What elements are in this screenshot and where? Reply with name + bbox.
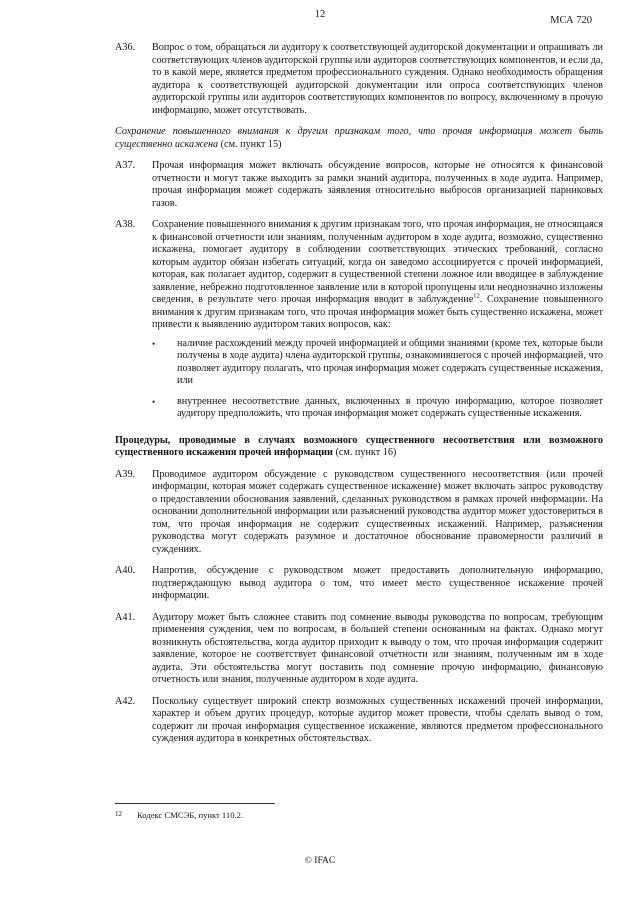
paragraph-number: A39. [115, 468, 136, 480]
footnote [115, 810, 243, 820]
section-heading-procedures [115, 435, 603, 460]
paragraph-number: A40. [115, 565, 136, 576]
paragraph-number: A37. [115, 160, 136, 171]
paragraph-number: A38. [115, 219, 136, 230]
paragraph-a39 [115, 469, 603, 557]
document-code: МСА 720 [550, 15, 592, 26]
paragraph-number: A36. [115, 42, 136, 53]
bullet-list [115, 338, 603, 421]
page-number: 12 [314, 9, 326, 20]
paragraph-a37 [115, 160, 603, 210]
paragraph-a40 [115, 565, 603, 603]
section-heading-reference: (см. пункт 16) [332, 447, 397, 458]
paragraph-text: Прочая информация может включать обсуждение вопросов, которые не относятся к финансовой отчетности и могут также выходить за рамки знаний аудитора, полученных в ходе аудита. Например, прочая информация может содержать заявления относительно выбросов организацией парниковых газов. [152, 160, 603, 209]
footnote-number: 12 [115, 810, 122, 818]
footnote-text: Кодекс СМСЭБ, пункт 110.2. [137, 810, 244, 820]
paragraph-a42 [115, 696, 603, 746]
paragraph-text: Вопрос о том, обращаться ли аудитору к соответствующей аудиторской документации и опрашивать ли соответствующих членов аудиторской группы или аудиторов соответствующих компонентов, и если да, то в какой мере, является предметом профессионального суждения. Однако необходимость обращения аудитора к соответствующей аудиторской документации или опроса соответствующих членов аудиторской группы или аудиторов соответствующих компонентов по вопросу, включенному в прочую информацию, может отсутствовать. [152, 42, 603, 116]
paragraph-text: Сохранение повышенного внимания к другим признакам того, что прочая информация, не относящаяся к финансовой отчетности или знаниям, полученным аудитором в ходе аудита, возможно, существенно искажена, помогает аудитору в соблюдении соответствующих этических требований, согласно которым аудитор обязан избегать ситуаций, когда он заведомо ассоциируется с прочей информацией, которая, как полагает аудитор, содержит в существенной степени ложное или вводящее в заблуждение заявление, небрежно подготовленное заявление или в которой пропущены или неоднозначно изложены сведения, в результате чего прочая информация вводит в заблуждение [152, 219, 604, 305]
paragraph-text: Напротив, обсуждение с руководством может предоставить дополнительную информацию, подтверждающую вывод аудитора о том, что имеет место существенное искажение прочей информации. [152, 565, 603, 601]
paragraph-a38 [115, 219, 603, 332]
subheading-text: Сохранение повышенного внимания к другим признакам того, что прочая информация может быть существенно искажена [115, 126, 603, 150]
list-item-text: наличие расхождений между прочей информацией и общими знаниями (кроме тех, которые были получены в ходе аудита) члена аудиторской группы, ознакомившегося с прочей информацией, что позволяет аудитору полагать, что прочая информация может содержать существенные искажения, или [177, 337, 604, 386]
paragraph-text: Поскольку существует широкий спектр возможных существенных искажений прочей информации, характер и объем других процедур, которые аудитор может провести, чтобы сделать вывод о том, содержит ли прочая информация существенное искажение, являются предметом профессионального суждения аудитора в конкретных обстоятельствах. [152, 695, 603, 744]
paragraph-number: A41. [115, 611, 136, 623]
paragraph-a41 [115, 612, 603, 687]
page-content [115, 42, 603, 755]
paragraph-text: Аудитору может быть сложнее ставить под сомнение выводы руководства по вопросам, требующим применения суждения, чем по вопросам, в большей степени основанным на фактах. Однако могут возникнуть обстоятельства, когда аудитор приходит к выводу о том, что прочая информация содержит заявление, которое не соответствует финансовой отчетности или знаниям, полученным им в ходе аудита. Эти обстоятельства могут поставить под сомнение прочую информацию, финансовую отчетность или знания, полученные аудитором в ходе аудита. [152, 611, 603, 685]
footnote-divider [115, 803, 275, 804]
paragraph-number: A42. [115, 695, 136, 707]
section-heading-text: Процедуры, проводимые в случаях возможного существенного несоответствия или возможного существенного искажения прочей информации [115, 434, 603, 458]
footnote-reference[interactable]: 12 [473, 292, 480, 300]
bullet-icon: • [152, 338, 156, 349]
paragraph-a36 [115, 42, 603, 117]
subheading-reference: (см. пункт 15) [218, 138, 282, 150]
subheading-attention [115, 126, 603, 151]
paragraph-text: Проводимое аудитором обсуждение с руководством существенного несоответствия (или прочей информации, которая может содержать существенное искажение) может включать запрос руководству о предоставлении обоснования заявлений, сделанных руководством в рамках прочей информации. На основании дополнительной информации или разъяснений руководства аудитор может удостовериться в том, что прочая информация не содержит существенных искажений. Например, разъяснения руководства могут содержать разумное и достаточное обоснование правомерности различий в суждениях. [152, 468, 603, 555]
list-item [115, 338, 603, 388]
bullet-icon: • [152, 396, 156, 407]
list-item-text: внутреннее несоответствие данных, включенных в прочую информацию, которое позволяет аудитору предположить, что прочая информация может содержать существенные искажения. [177, 395, 603, 419]
list-item [115, 396, 603, 421]
paragraph-text-continued: . Сохранение повышенного внимания к другим признакам того, что прочая информация может быть существенно искажена, может привести к выявлению аудитором таких вопросов, как: [152, 294, 603, 330]
copyright-footer: © IFAC [304, 856, 336, 866]
